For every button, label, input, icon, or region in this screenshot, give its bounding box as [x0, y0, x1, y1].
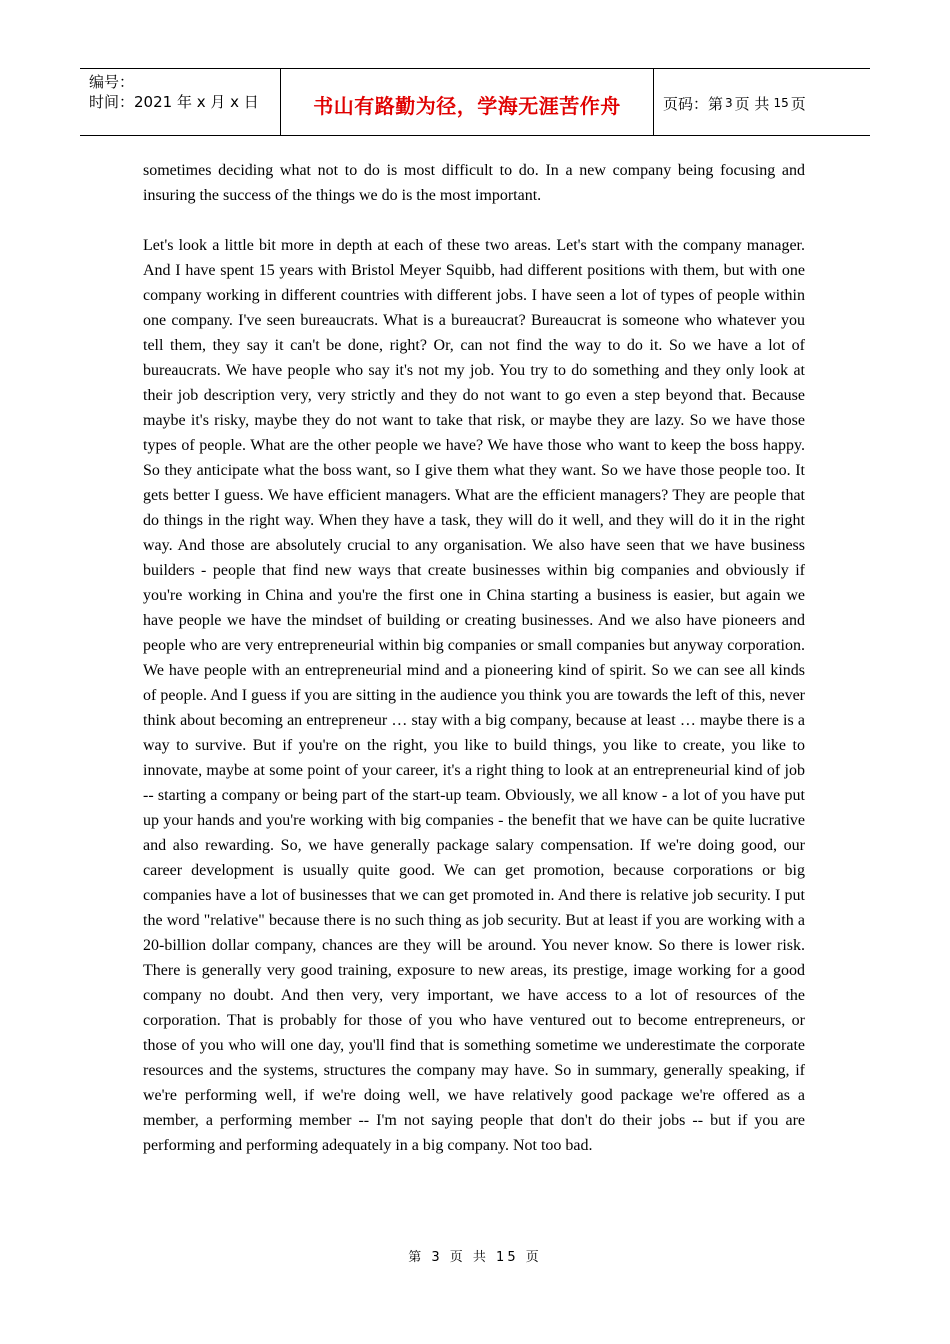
paragraph: sometimes deciding what not to do is most difficult to do. In a new company being focusing and insuring the success of the things we do is the most important. — [143, 162, 805, 204]
page-prefix: 页码：第 — [663, 94, 724, 113]
page-header — [80, 68, 870, 136]
header-page-info — [654, 69, 870, 135]
document-body — [143, 158, 805, 1158]
header-meta — [80, 69, 281, 135]
header-motto-cell — [281, 69, 654, 135]
page-current-number: 3 — [725, 96, 733, 110]
page-total-number: 15 — [773, 96, 789, 110]
page-middle: 页 共 — [734, 94, 770, 113]
document-number-label: 编号： — [89, 73, 135, 91]
document-date-label: 时间：2021 年 x 月 x 日 — [89, 93, 259, 111]
page-suffix: 页 — [790, 94, 806, 113]
paragraph: Let's look a little bit more in depth at each of these two areas. Let's start with the company manager. And I have spent 15 years with Bristol Meyer Squibb, had different positions with them, but with one company working in different countries with different jobs. I have seen a lot of types of people within one company. I've seen bureaucrats. What is a bureaucrat? Bureaucrat is someone who whatever you tell them, they say it can't be done, right? Or, can not find the way to do it. So we have a lot of bureaucrats. We have people who say it's not my job. You try to do something and they only look at their job description very, very strictly and they do not want to go even a step beyond that. Because maybe it's risky, maybe they do not want to take that risk, or maybe they are lazy. So we have those types of people. What are the other people we have? We have those who want to keep the boss happy. So they anticipate what the boss want, so I give them what they want. So we have those people too. It gets better I guess. We have efficient managers. What are the efficient managers? They are people that do things in the right way. When they have a task, they will do it well, and they will do it in the right way. And those are absolutely crucial to any organisation. We also have seen that we have business builders - people that find new ways that create businesses within big companies and obviously if you're working in China and you're the first one in China starting a business is easier, but again we have people we have the mindset of building or creating businesses. And we also have pioneers and people who are very entrepreneurial within big companies or small companies but anyway corporation. We have people with an entrepreneurial mind and a pioneering kind of spirit. So we can see all kinds of people. And I guess if you are sitting in the audience you think you are towards the left of this, never think about becoming an entrepreneur … stay with a big company, because at least … maybe there is a way to survive. But if you're on the right, you like to build things, you like to create, you like to innovate, maybe at some point of your career, it's a right thing to look at an entrepreneurial kind of job -- starting a company or being part of the start-up team. Obviously, we all know - a lot of you have put up your hands and you're working with big companies - the benefit that we have can be quite lucrative and also rewarding. So, we have generally package salary compensation. If we're doing good, our career development is usually quite good. We can get promotion, because corporations or big companies have a lot of businesses that we can get promoted in. And there is relative job security. I put the word "relative" because there is no such thing as job security. But at least if you are working with a 20-billion dollar company, chances are they will be around. You never know. So there is lower risk. There is generally very good training, exposure to new areas, its prestige, image working for a good company no doubt. And then very, very important, we have access to a lot of resources of the corporation. That is probably for those of you who have ventured out to become entrepreneurs, or those of you who will one day, you'll find that is something sometime we underestimate the corporate resources and the systems, structures the company may have. So in summary, generally speaking, if we're performing well, if we're doing well, we have relatively good package we're offered as a member, a performing member -- I'm not saying people that don't do their jobs -- but if you are performing and performing adequately in a big company. Not too bad. — [143, 237, 805, 1154]
header-motto: 书山有路勤为径，学海无涯苦作舟 — [313, 93, 621, 118]
page-footer: 第 3 页 共 15 页 — [408, 1250, 542, 1265]
